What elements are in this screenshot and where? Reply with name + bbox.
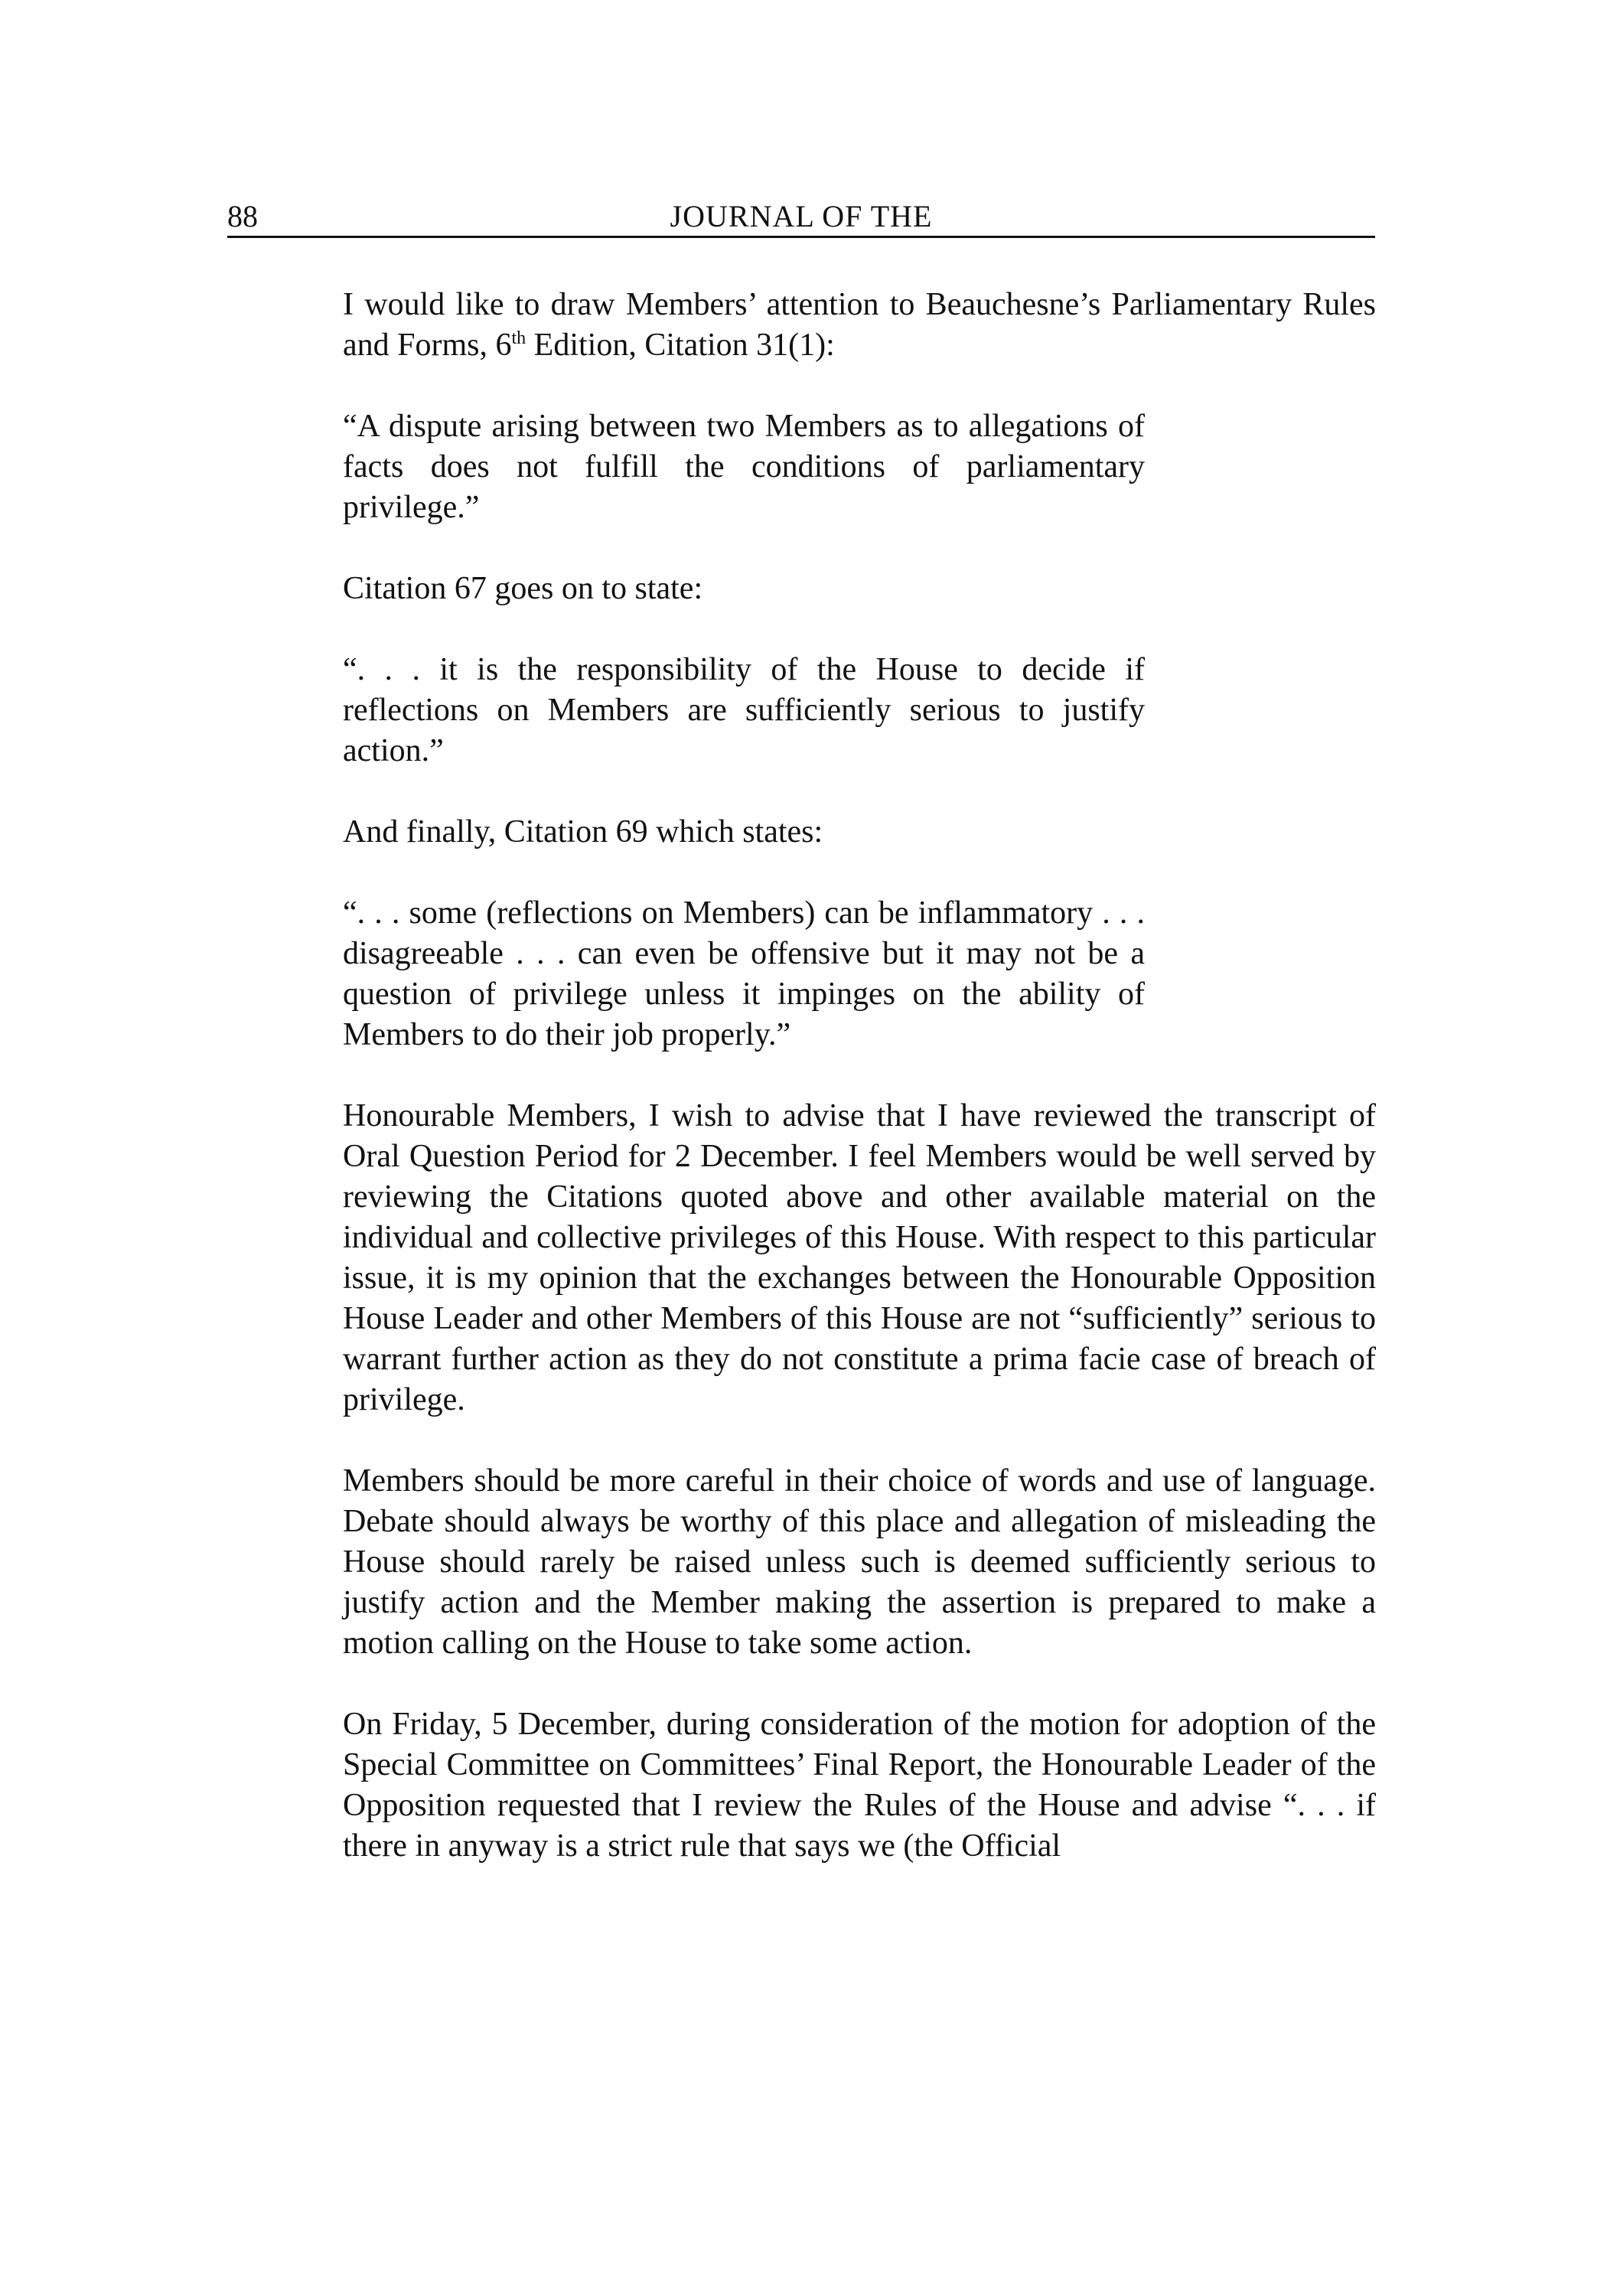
intro-text-end: Edition, Citation 31(1): [526, 328, 835, 363]
quote-citation-69: “. . . some (reflections on Members) can be inflammatory . . . disagreeable . . . can even be offensive but it may not be a question of privilege unless it impinges on the ability of Members to do their job properly.” [343, 895, 1145, 1052]
ruling-paragraph: Honourable Members, I wish to advise that I have reviewed the transcript of Oral Question Period for 2 December. I feel Members would be well served by reviewing the Citations quoted above and other available material on the individual and collective privileges of this House. With respect to this particular issue, it is my opinion that the exchanges between the Honourable Opposition House Leader and other Members of this House are not “sufficiently” serious to warrant further action as they do not constitute a prima facie case of breach of privilege. [343, 1098, 1376, 1417]
citation-69-intro: And finally, Citation 69 which states: [343, 814, 823, 850]
caution-paragraph: Members should be more careful in their choice of words and use of language. Debate should always be worthy of this place and allegation of misleading the House should rarely be raised unless such is deemed sufficiently serious to justify action and the Member making the assertion is prepared to make a motion calling on the House to take some action. [343, 1463, 1376, 1661]
running-head: JOURNAL OF THE [670, 199, 933, 233]
intro-text: I would like to draw Members’ attention to Beauchesne’s Parliamentary Rules and Forms, 6 [343, 287, 1376, 363]
intro-paragraph [343, 285, 1376, 366]
edition-superscript: th [511, 328, 526, 348]
page-number: 88 [227, 199, 258, 233]
quote-citation-31: “A dispute arising between two Members as to allegations of facts does not fulfill the conditions of parliamentary privilege.” [343, 409, 1145, 525]
quote-citation-67: “. . . it is the responsibility of the House to decide if reflections on Members are sufficiently serious to justify action.” [343, 652, 1145, 768]
citation-67-intro: Citation 67 goes on to state: [343, 571, 703, 606]
friday-paragraph: On Friday, 5 December, during consideration of the motion for adoption of the Special Committee on Committees’ Final Report, the Honourable Leader of the Opposition requested that I review the Rules of the House and advise “. . . if there in anyway is a strict rule that says we (the Official [343, 1707, 1376, 1864]
page-body [343, 285, 1376, 1907]
page-header [227, 197, 1375, 238]
